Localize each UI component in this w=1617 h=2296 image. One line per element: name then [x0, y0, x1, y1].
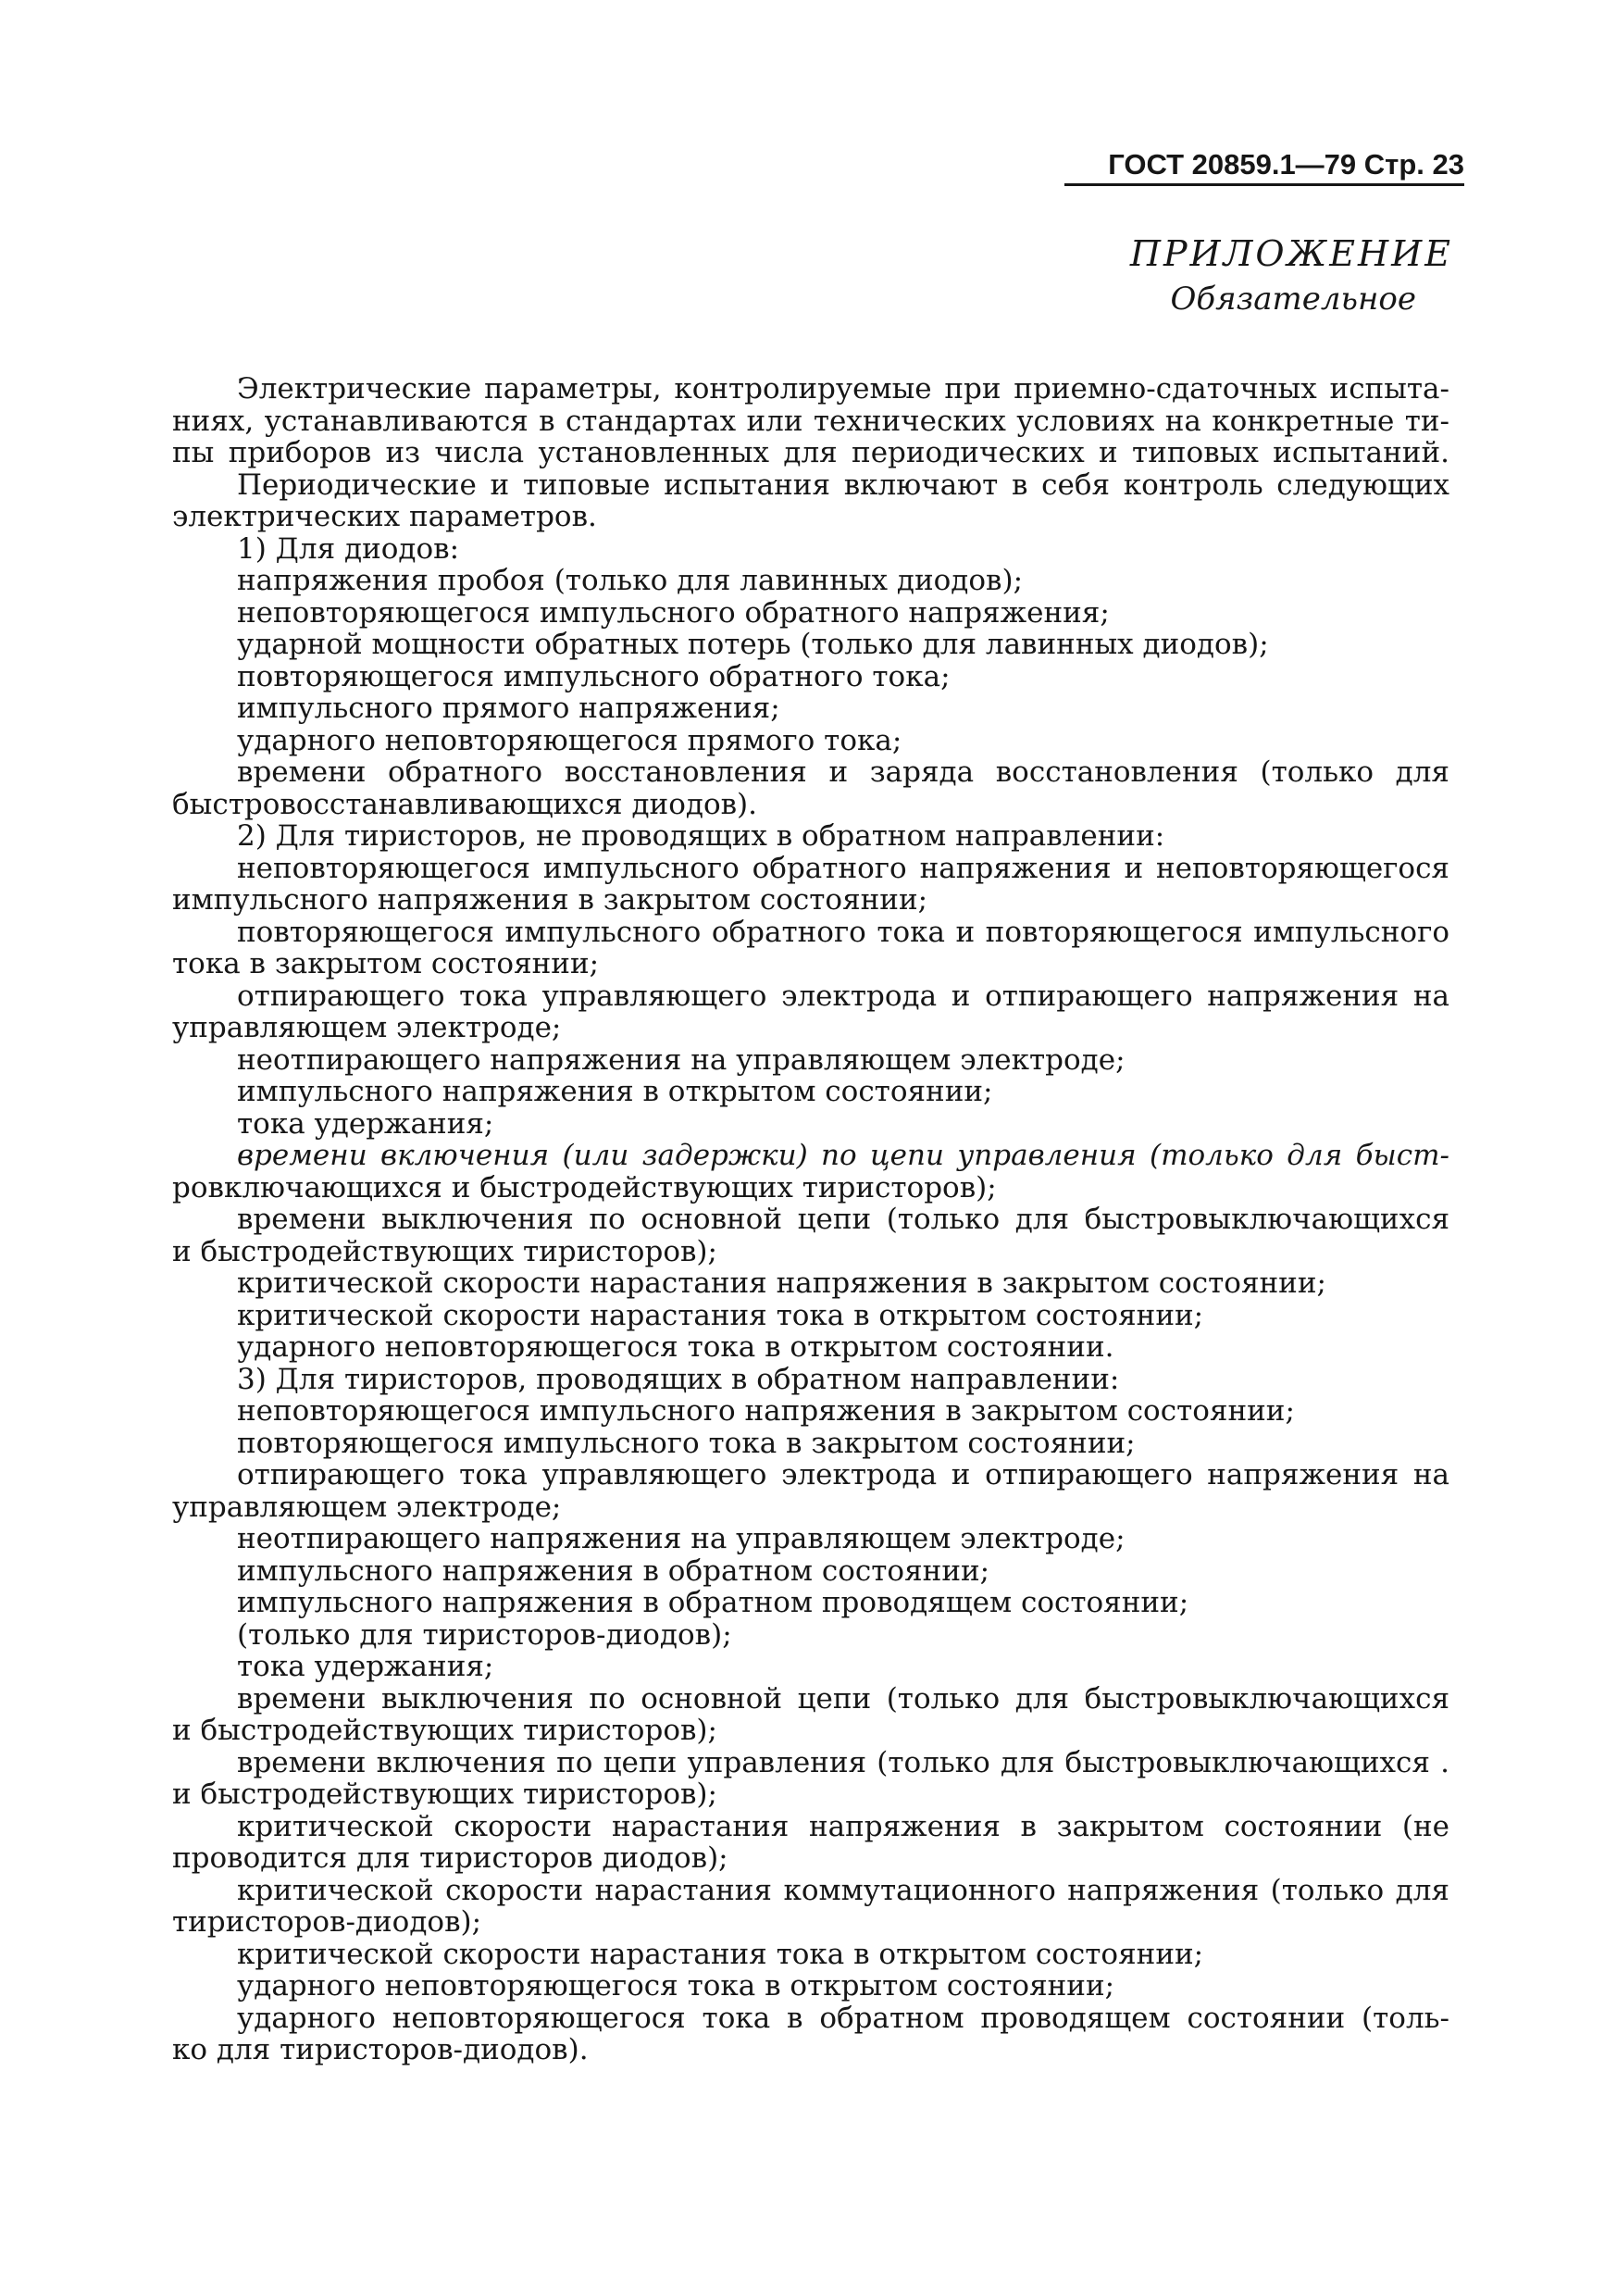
- page-header: ГОСТ 20859.1—79 Стр. 23: [1108, 148, 1464, 181]
- appendix-subtitle: Обязательное: [1170, 281, 1416, 318]
- text-line: повторяющегося импульсного обратного тока;: [237, 659, 951, 693]
- text-line: Периодические и типовые испытания включают в себя контроль следующих: [237, 468, 1449, 502]
- text-line: напряжения пробоя (только для лавинных диодов);: [237, 564, 1024, 597]
- text-line: неповторяющегося импульсного обратного напряжения;: [237, 595, 1110, 630]
- text-line: импульсного напряжения в открытом состоянии;: [237, 1075, 993, 1108]
- text-line: и быстродействующих тиристоров);: [172, 1714, 717, 1747]
- appendix-title: ПРИЛОЖЕНИЕ: [1129, 233, 1453, 274]
- text-line: неповторяющегося импульсного напряжения в закрытом состоянии;: [237, 1394, 1295, 1428]
- text-line: тиристоров-диодов);: [172, 1905, 482, 1939]
- text-line: проводится для тиристоров диодов);: [172, 1841, 728, 1875]
- text-line: ударного неповторяющегося тока в открытом состоянии;: [237, 1969, 1115, 2003]
- text-line: критической скорости нарастания напряжения в закрытом состоянии (не: [237, 1809, 1449, 1843]
- text-line: времени обратного восстановления и заряда восстановления (только для: [237, 755, 1449, 789]
- text-line: импульсного напряжения в закрытом состоянии;: [172, 883, 928, 917]
- list-heading: 3) Для тиристоров, проводящих в обратном направлении:: [237, 1362, 1120, 1396]
- text-line: неотпирающего напряжения на управляющем электроде;: [237, 1042, 1126, 1077]
- text-line: ниях, устанавливаются в стандартах или технических условиях на конкретные ти-: [172, 404, 1449, 438]
- text-line: ко для тиристоров-диодов).: [172, 2033, 589, 2066]
- text-line: неотпирающего напряжения на управляющем электроде;: [237, 1522, 1126, 1555]
- text-line: отпирающего тока управляющего электрода и отпирающего напряжения на: [237, 979, 1449, 1013]
- list-heading: 1) Для диодов:: [237, 531, 460, 566]
- text-line: быстровосстанавливающихся диодов).: [172, 787, 758, 821]
- text-line: импульсного напряжения в обратном проводящем состоянии;: [237, 1586, 1189, 1619]
- text-line: отпирающего тока управляющего электрода и отпирающего напряжения на: [237, 1458, 1449, 1491]
- text-line: ударного неповторяющегося прямого тока;: [237, 723, 902, 757]
- text-line: ударного неповторяющегося тока в обратном проводящем состоянии (толь-: [237, 2001, 1449, 2035]
- text-line: пы приборов из числа установленных для периодических и типовых испытаний.: [172, 436, 1449, 469]
- text-line: критической скорости нарастания тока в открытом состоянии;: [237, 1937, 1204, 1971]
- text-line: ударной мощности обратных потерь (только для лавинных диодов);: [237, 628, 1269, 661]
- text-line: импульсного напряжения в обратном состоянии;: [237, 1554, 990, 1588]
- text-line: тока удержания;: [237, 1106, 494, 1141]
- text-line: повторяющегося импульсного тока в закрытом состоянии;: [237, 1426, 1136, 1460]
- header-rule: [1064, 183, 1464, 186]
- text-line: повторяющегося импульсного обратного тока и повторяющегося импульсного: [237, 915, 1449, 949]
- list-heading: 2) Для тиристоров, не проводящих в обратном направлении:: [237, 819, 1165, 853]
- text-line: управляющем электроде;: [172, 1490, 562, 1524]
- text-line: времени выключения по основной цепи (только для быстровыключающихся: [237, 1203, 1449, 1236]
- text-line: времени выключения по основной цепи (только для быстровыключающихся: [237, 1681, 1449, 1716]
- text-line: критической скорости нарастания напряжения в закрытом состоянии;: [237, 1267, 1326, 1300]
- text-line: (только для тиристоров-диодов);: [237, 1617, 732, 1652]
- text-line: электрических параметров.: [172, 500, 597, 533]
- text-line: времени включения по цепи управления (только для быстровыключающихся .: [237, 1745, 1449, 1779]
- text-line: тока в закрытом состоянии;: [172, 947, 600, 980]
- text-line: критической скорости нарастания коммутационного напряжения (только для: [237, 1873, 1449, 1907]
- text-line: импульсного прямого напряжения;: [237, 692, 780, 725]
- text-line: неповторяющегося импульсного обратного напряжения и неповторяющегося: [237, 851, 1449, 885]
- text-line: управляющем электроде;: [172, 1011, 562, 1044]
- text-line: ровключающихся и быстродействующих тиристоров);: [172, 1170, 997, 1204]
- text-line: Электрические параметры, контролируемые при приемно-сдаточных испыта-: [237, 372, 1449, 406]
- text-line: тока удержания;: [237, 1650, 494, 1683]
- body-text: [172, 373, 1449, 2066]
- text-line: и быстродействующих тиристоров);: [172, 1778, 717, 1811]
- text-line: времени включения (или задержки) по цепи управления (только для быст-: [237, 1139, 1449, 1172]
- text-line: и быстродействующих тиристоров);: [172, 1234, 717, 1268]
- text-line: ударного неповторяющегося тока в открытом состоянии.: [237, 1330, 1114, 1364]
- text-line: критической скорости нарастания тока в открытом состоянии;: [237, 1298, 1204, 1332]
